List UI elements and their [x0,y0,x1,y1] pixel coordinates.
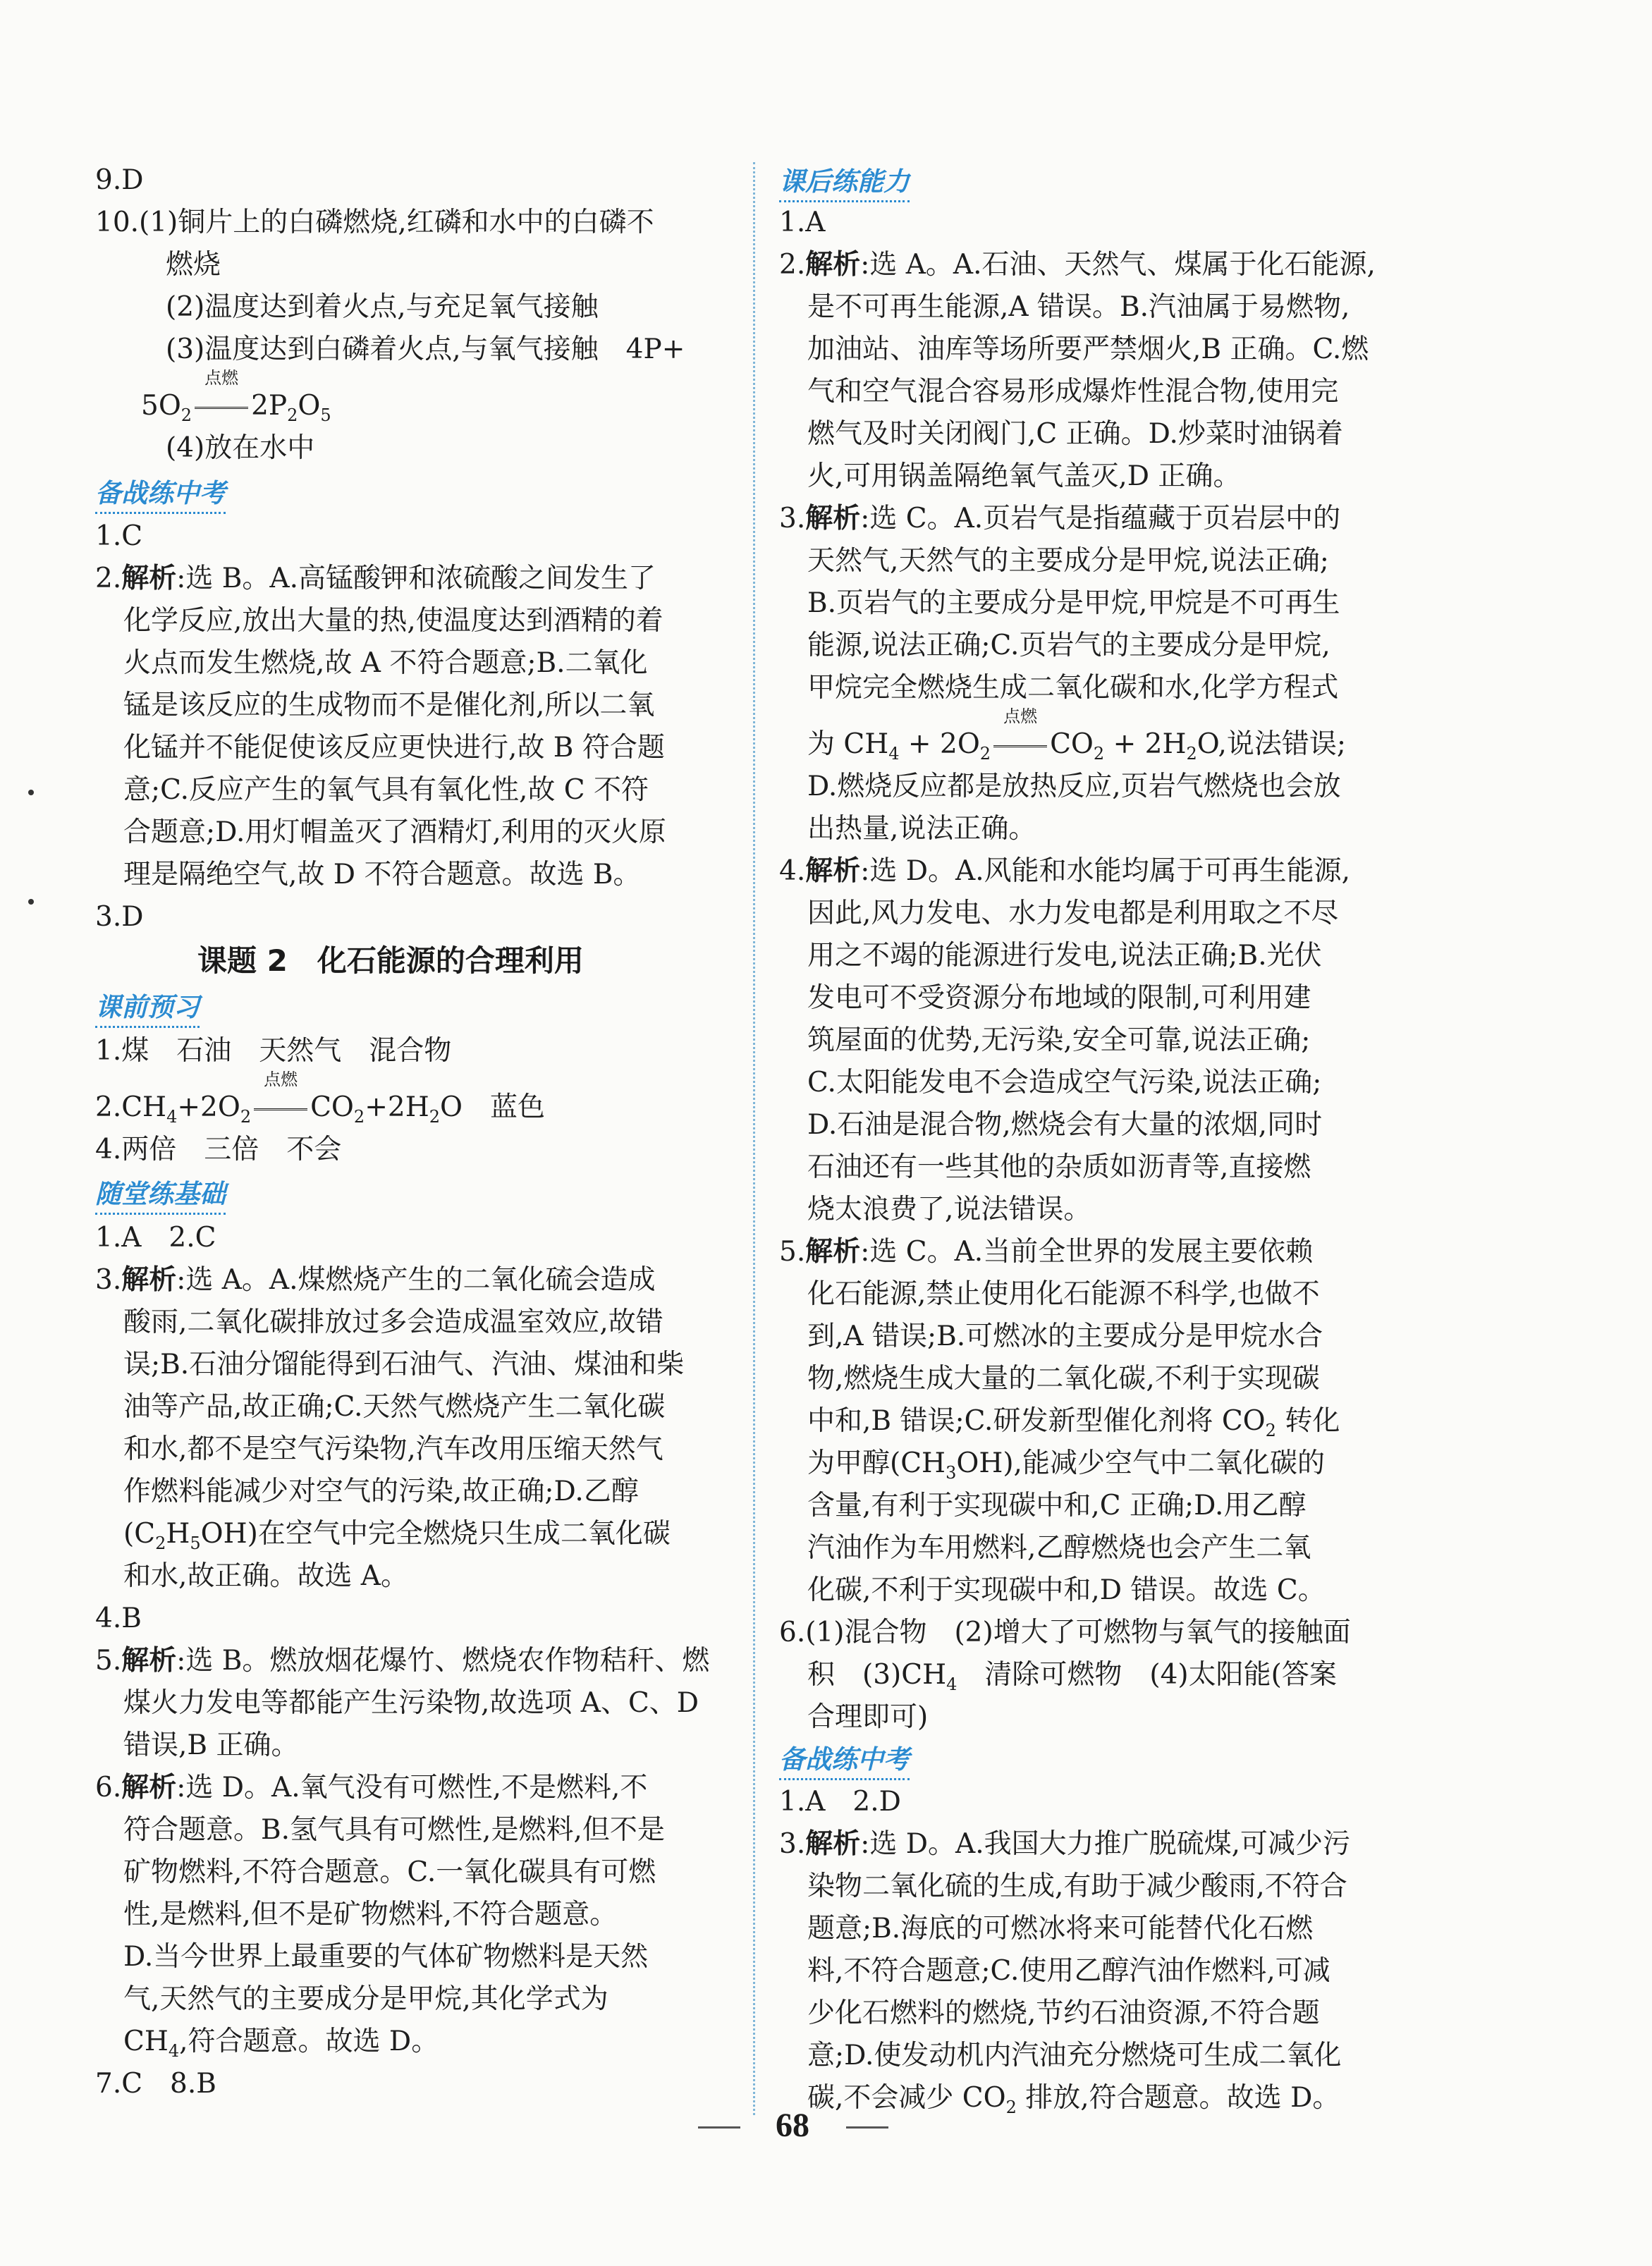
scan-speck [28,790,34,795]
answer-10-line: 燃烧 [166,249,221,281]
answer-line: 烧太浪费了,说法错误。 [807,1194,1091,1225]
answer-line: 4.解析:选 D。A.风能和水能均属于可再生能源, [779,855,1350,887]
answer-line: 合题意;D.用灯帽盖灭了酒精灯,利用的灭火原 [123,816,666,848]
answer-10-line: (3)温度达到白磷着火点,与氧气接触 4P+ [166,333,685,365]
answer-line: 化锰并不能促使该反应更快进行,故 B 符合题 [123,732,665,764]
answer-line: 天然气,天然气的主要成分是甲烷,说法正确; [807,545,1329,577]
answer-line: 3.解析:选 D。A.我国大力推广脱硫煤,可减少污 [779,1828,1350,1860]
answer-line: 化石能源,禁止使用化石能源不科学,也做不 [807,1278,1320,1310]
answer-10-line: 10.(1)铜片上的白磷燃烧,红磷和水中的白磷不 [95,207,654,238]
answer-line: 3.解析:选 C。A.页岩气是指蕴藏于页岩层中的 [779,503,1341,534]
answer-line: 能源,说法正确;C.页岩气的主要成分是甲烷, [807,630,1330,661]
answer-line: C.太阳能发电不会造成空气污染,说法正确; [807,1067,1322,1098]
answer-line: D.燃烧反应都是放热反应,页岩气燃烧也会放 [807,771,1341,802]
answer-line: 5.解析:选 C。A.当前全世界的发展主要依赖 [779,1236,1314,1268]
answer-line: 5.解析:选 B。燃放烟花爆竹、燃烧农作物秸秆、燃 [95,1645,710,1677]
answer-line: 酸雨,二氧化碳排放过多会造成温室效应,故错 [123,1306,663,1338]
answer-line: 化碳,不利于实现碳中和,D 错误。故选 C。 [807,1574,1326,1606]
answer-line: 1.A [779,207,826,238]
answer-line: 锰是该反应的生成物而不是催化剂,所以二氧 [123,690,655,721]
page-number-dash-right [846,2126,888,2129]
answer-line: 出热量,说法正确。 [807,813,1036,845]
answer-line: 合理即可) [807,1701,929,1733]
answer-line: 筑屋面的优势,无污染,安全可靠,说法正确; [807,1024,1311,1056]
answer-line: 3.解析:选 A。A.煤燃烧产生的二氧化硫会造成 [95,1264,656,1296]
answer-line: 少化石燃料的燃烧,节约石油资源,不符合题 [807,1997,1320,2029]
answer-10-line: (2)温度达到着火点,与充足氧气接触 [166,291,599,323]
answer-line: 含量,有利于实现碳中和,C 正确;D.用乙醇 [807,1490,1307,1521]
answer-line: 燃气及时关闭阀门,C 正确。D.炒菜时油锅着 [807,418,1343,450]
scan-speck [28,899,34,905]
column-divider [753,162,755,2115]
answer-line: 1.煤 石油 天然气 混合物 [95,1035,452,1067]
page-number: 68 [776,2107,809,2144]
answer-line: 矿物燃料,不符合题意。C.一氧化碳具有可燃 [123,1856,656,1888]
section-heading: 备战练中考 [779,1743,910,1780]
answer-line: 和水,都不是空气污染物,汽车改用压缩天然气 [123,1433,663,1465]
answer-line: 是不可再生能源,A 错误。B.汽油属于易燃物, [807,291,1350,323]
equation-line: $2.CH_4+2O_2$ 点燃 $CO_2+2H_2O$ 蓝色 [95,1070,545,1127]
answer-line: 6.解析:选 D。A.氧气没有可燃性,不是燃料,不 [95,1772,648,1803]
answer-10-line: (4)放在水中 [166,432,315,464]
answer-line: 1.A 2.D [779,1786,901,1818]
answer-line: 碳,不会减少 $CO_2$ 排放,符合题意。故选 D。 [807,2082,1340,2117]
answer-line: 误;B.石油分馏能得到石油气、汽油、煤油和柴 [123,1349,685,1380]
answer-line: 为甲醇$(CH_3OH)$,能减少空气中二氧化碳的 [807,1447,1325,1483]
answer-line: 积 $(3)CH_4$ 清除可燃物 (4)太阳能(答案 [807,1659,1337,1694]
answer-line: 1.A 2.C [95,1222,216,1254]
answer-line: 3.D [95,901,144,933]
answer-line: 题意;B.海底的可燃冰将来可能替代化石燃 [807,1913,1314,1945]
answer-line: D.当今世界上最重要的气体矿物燃料是天然 [123,1941,649,1973]
answer-line: 1.C [95,520,143,552]
section-heading: 随堂练基础 [95,1177,226,1215]
answer-line: 石油还有一些其他的杂质如沥青等,直接燃 [807,1151,1311,1183]
answer-line: 2.解析:选 A。A.石油、天然气、煤属于化石能源, [779,249,1376,281]
answer-line: 料,不符合题意;C.使用乙醇汽油作燃料,可减 [807,1955,1330,1987]
answer-line: 性,是燃料,但不是矿物燃料,不符合题意。 [123,1899,618,1930]
answer-line: B.页岩气的主要成分是甲烷,甲烷是不可再生 [807,587,1340,619]
answer-line: 用之不竭的能源进行发电,说法正确;B.光伏 [807,940,1322,972]
section-heading: 备战练中考 [95,477,226,514]
answer-line: 4.B [95,1603,142,1634]
answer-line: 意;C.反应产生的氧气具有氧化性,故 C 不符 [123,774,649,806]
answer-line: 符合题意。B.氢气具有可燃性,是燃料,但不是 [123,1814,665,1846]
answer-line: 火点而发生燃烧,故 A 不符合题意;B.二氧化 [123,647,648,679]
answer-line: 6.(1)混合物 (2)增大了可燃物与氧气的接触面 [779,1617,1351,1648]
answer-line: 甲烷完全燃烧生成二氧化碳和水,化学方程式 [807,672,1339,704]
answer-line: 发电可不受资源分布地域的限制,可利用建 [807,982,1311,1014]
answer-line: $CH_4$,符合题意。故选 D。 [123,2026,439,2061]
answer-line: 理是隔绝空气,故 D 不符合题意。故选 B。 [123,859,641,890]
answer-line: 和水,故正确。故选 A。 [123,1560,408,1592]
equation-line: 为 $CH_4 + 2O_2$ 点燃 $CO_2 + 2H_2O$,说法错误; [807,706,1346,764]
answer-line: 煤火力发电等都能产生污染物,故选项 A、C、D [123,1687,699,1719]
answer-line: 4.两倍 三倍 不会 [95,1134,342,1165]
answer-line: 到,A 错误;B.可燃冰的主要成分是甲烷水合 [807,1321,1323,1352]
answer-line: 2.解析:选 B。A.高锰酸钾和浓硫酸之间发生了 [95,563,656,594]
answer-9: 9.D [95,164,144,196]
answer-line: 气和空气混合容易形成爆炸性混合物,使用完 [807,376,1339,408]
answer-line: 因此,风力发电、水力发电都是利用取之不尽 [807,898,1339,929]
answer-line: 汽油作为车用燃料,乙醇燃烧也会产生二氧 [807,1532,1311,1564]
answer-line: $(C_2H_5OH)$在空气中完全燃烧只生成二氧化碳 [123,1518,671,1553]
answer-line: 中和,B 错误;C.研发新型催化剂将 $CO_2$ 转化 [807,1405,1340,1440]
answer-line: 加油站、油库等场所要严禁烟火,B 正确。C.燃 [807,333,1369,365]
answer-line: 错误,B 正确。 [123,1729,299,1761]
answer-line: 作燃料能减少对空气的污染,故正确;D.乙醇 [123,1476,639,1507]
answer-line: 油等产品,故正确;C.天然气燃烧产生二氧化碳 [123,1391,666,1423]
lesson-title: 课题 2 化石能源的合理利用 [197,943,584,978]
answer-line: 意;D.使发动机内汽油充分燃烧可生成二氧化 [807,2040,1342,2071]
answer-line: 火,可用锅盖隔绝氧气盖灭,D 正确。 [807,460,1241,492]
answer-line: 气,天然气的主要成分是甲烷,其化学式为 [123,1983,608,2015]
answer-line: 化学反应,放出大量的热,使温度达到酒精的着 [123,605,663,637]
section-heading: 课后练能力 [779,165,910,202]
answer-line: D.石油是混合物,燃烧会有大量的浓烟,同时 [807,1109,1323,1141]
section-heading: 课前预习 [95,991,200,1028]
answer-line: 物,燃烧生成大量的二氧化碳,不利于实现碳 [807,1363,1320,1395]
answer-line: 7.C 8.B [95,2068,216,2100]
answer-line: 染物二氧化硫的生成,有助于减少酸雨,不符合 [807,1870,1347,1902]
equation-line: $5O_2$ 点燃 $2P_2O_5$ [141,368,331,425]
page-number-dash-left [698,2126,740,2129]
